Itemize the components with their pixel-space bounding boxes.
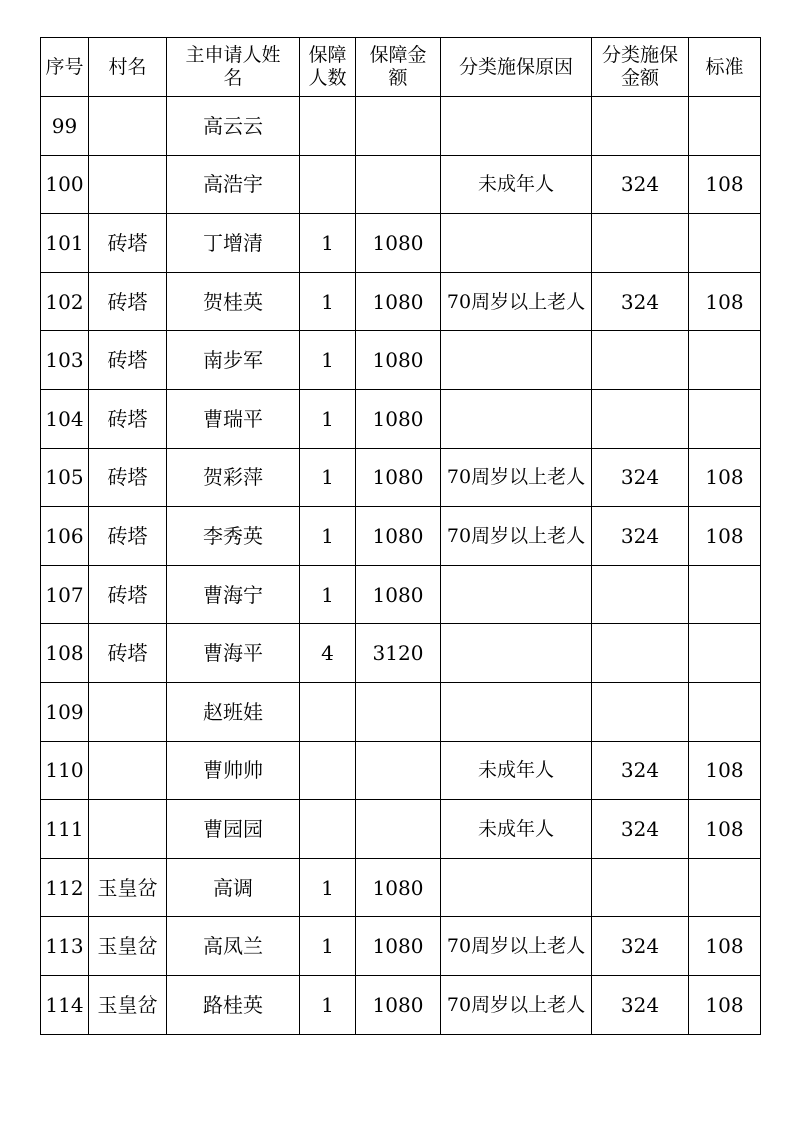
cell-count	[300, 682, 356, 741]
cell-amount	[356, 97, 441, 156]
cell-class-amount: 324	[592, 155, 689, 214]
cell-standard: 108	[689, 917, 761, 976]
cell-reason	[441, 97, 592, 156]
cell-count	[300, 800, 356, 859]
table-row	[41, 800, 761, 859]
cell-village: 玉皇岔	[89, 858, 167, 917]
cell-standard: 108	[689, 272, 761, 331]
cell-seq: 111	[41, 800, 89, 859]
cell-village	[89, 97, 167, 156]
cell-amount: 1080	[356, 917, 441, 976]
table-row	[41, 565, 761, 624]
header-class-amount-text: 分类施保金额	[601, 44, 678, 89]
cell-seq: 99	[41, 97, 89, 156]
header-amount-text: 保障金额	[369, 44, 427, 89]
cell-reason	[441, 565, 592, 624]
cell-standard	[689, 624, 761, 683]
cell-seq: 106	[41, 507, 89, 566]
cell-name: 丁增清	[167, 214, 300, 273]
cell-reason	[441, 682, 592, 741]
cell-class-amount: 324	[592, 800, 689, 859]
cell-reason	[441, 389, 592, 448]
cell-seq: 107	[41, 565, 89, 624]
cell-name: 高凤兰	[167, 917, 300, 976]
cell-amount: 1080	[356, 389, 441, 448]
table-row	[41, 858, 761, 917]
cell-class-amount	[592, 565, 689, 624]
cell-amount: 1080	[356, 507, 441, 566]
cell-amount: 3120	[356, 624, 441, 683]
table-row	[41, 507, 761, 566]
cell-class-amount: 324	[592, 507, 689, 566]
cell-village: 砖塔	[89, 331, 167, 390]
cell-name: 曹园园	[167, 800, 300, 859]
table-row	[41, 975, 761, 1034]
cell-name: 路桂英	[167, 975, 300, 1034]
cell-class-amount: 324	[592, 975, 689, 1034]
cell-count: 1	[300, 917, 356, 976]
cell-amount: 1080	[356, 565, 441, 624]
cell-class-amount: 324	[592, 272, 689, 331]
cell-reason: 未成年人	[441, 741, 592, 800]
cell-standard	[689, 565, 761, 624]
table-row	[41, 97, 761, 156]
cell-count: 1	[300, 272, 356, 331]
cell-name: 曹帅帅	[167, 741, 300, 800]
cell-village: 砖塔	[89, 448, 167, 507]
cell-seq: 101	[41, 214, 89, 273]
cell-count: 1	[300, 331, 356, 390]
cell-reason: 未成年人	[441, 800, 592, 859]
cell-seq: 114	[41, 975, 89, 1034]
cell-seq: 103	[41, 331, 89, 390]
header-seq: 序号	[41, 38, 89, 97]
cell-reason: 70周岁以上老人	[441, 272, 592, 331]
cell-standard: 108	[689, 448, 761, 507]
cell-name: 贺彩萍	[167, 448, 300, 507]
table-row	[41, 682, 761, 741]
cell-amount: 1080	[356, 975, 441, 1034]
cell-seq: 100	[41, 155, 89, 214]
cell-class-amount: 324	[592, 448, 689, 507]
cell-seq: 102	[41, 272, 89, 331]
header-count-text: 保障人数	[308, 44, 347, 89]
cell-count	[300, 155, 356, 214]
cell-count: 1	[300, 858, 356, 917]
table-row	[41, 389, 761, 448]
table-row	[41, 624, 761, 683]
cell-village: 砖塔	[89, 507, 167, 566]
cell-reason	[441, 858, 592, 917]
table-header	[41, 38, 761, 97]
cell-count: 1	[300, 975, 356, 1034]
cell-village: 砖塔	[89, 272, 167, 331]
cell-village	[89, 800, 167, 859]
cell-village: 玉皇岔	[89, 975, 167, 1034]
cell-name: 曹瑞平	[167, 389, 300, 448]
cell-seq: 108	[41, 624, 89, 683]
cell-reason: 70周岁以上老人	[441, 975, 592, 1034]
cell-class-amount: 324	[592, 741, 689, 800]
cell-village: 砖塔	[89, 565, 167, 624]
cell-reason	[441, 214, 592, 273]
allowance-table	[40, 37, 761, 1035]
cell-standard	[689, 682, 761, 741]
table-row	[41, 214, 761, 273]
cell-seq: 105	[41, 448, 89, 507]
cell-class-amount	[592, 331, 689, 390]
cell-class-amount	[592, 682, 689, 741]
cell-class-amount	[592, 214, 689, 273]
cell-name: 南步军	[167, 331, 300, 390]
header-standard: 标准	[689, 38, 761, 97]
cell-seq: 112	[41, 858, 89, 917]
table-row	[41, 917, 761, 976]
cell-standard: 108	[689, 741, 761, 800]
table-row	[41, 448, 761, 507]
cell-name: 曹海宁	[167, 565, 300, 624]
cell-amount: 1080	[356, 272, 441, 331]
cell-amount: 1080	[356, 448, 441, 507]
cell-standard	[689, 858, 761, 917]
cell-name: 高云云	[167, 97, 300, 156]
cell-name: 贺桂英	[167, 272, 300, 331]
cell-class-amount	[592, 624, 689, 683]
cell-count: 1	[300, 389, 356, 448]
cell-name: 高浩宇	[167, 155, 300, 214]
cell-class-amount	[592, 389, 689, 448]
table-row	[41, 155, 761, 214]
cell-name: 高调	[167, 858, 300, 917]
cell-count: 1	[300, 507, 356, 566]
cell-count	[300, 97, 356, 156]
cell-amount: 1080	[356, 858, 441, 917]
cell-standard	[689, 389, 761, 448]
cell-village: 砖塔	[89, 214, 167, 273]
cell-seq: 110	[41, 741, 89, 800]
cell-standard: 108	[689, 800, 761, 859]
table-row	[41, 741, 761, 800]
cell-reason: 70周岁以上老人	[441, 917, 592, 976]
cell-count	[300, 741, 356, 800]
cell-seq: 109	[41, 682, 89, 741]
table-row	[41, 331, 761, 390]
cell-amount: 1080	[356, 214, 441, 273]
header-row	[41, 38, 761, 97]
cell-standard: 108	[689, 507, 761, 566]
cell-amount	[356, 800, 441, 859]
header-class-amount	[592, 38, 689, 97]
cell-reason: 70周岁以上老人	[441, 507, 592, 566]
cell-class-amount	[592, 858, 689, 917]
cell-class-amount: 324	[592, 917, 689, 976]
cell-village	[89, 155, 167, 214]
cell-amount	[356, 155, 441, 214]
header-amount	[356, 38, 441, 97]
header-applicant	[167, 38, 300, 97]
cell-standard	[689, 97, 761, 156]
cell-name: 李秀英	[167, 507, 300, 566]
cell-amount	[356, 682, 441, 741]
cell-standard	[689, 331, 761, 390]
cell-reason	[441, 331, 592, 390]
cell-standard	[689, 214, 761, 273]
cell-amount	[356, 741, 441, 800]
cell-seq: 104	[41, 389, 89, 448]
cell-seq: 113	[41, 917, 89, 976]
cell-village	[89, 682, 167, 741]
header-reason: 分类施保原因	[441, 38, 592, 97]
cell-count: 1	[300, 448, 356, 507]
cell-village: 砖塔	[89, 389, 167, 448]
table-row	[41, 272, 761, 331]
cell-village	[89, 741, 167, 800]
cell-name: 曹海平	[167, 624, 300, 683]
cell-count: 1	[300, 565, 356, 624]
cell-village: 砖塔	[89, 624, 167, 683]
cell-name: 赵班娃	[167, 682, 300, 741]
cell-amount: 1080	[356, 331, 441, 390]
cell-reason	[441, 624, 592, 683]
cell-standard: 108	[689, 155, 761, 214]
cell-village: 玉皇岔	[89, 917, 167, 976]
cell-reason: 70周岁以上老人	[441, 448, 592, 507]
header-village: 村名	[89, 38, 167, 97]
cell-standard: 108	[689, 975, 761, 1034]
cell-class-amount	[592, 97, 689, 156]
cell-count: 1	[300, 214, 356, 273]
header-count	[300, 38, 356, 97]
header-applicant-text: 主申请人姓名	[185, 44, 281, 89]
cell-reason: 未成年人	[441, 155, 592, 214]
table-body	[41, 97, 761, 1035]
cell-count: 4	[300, 624, 356, 683]
